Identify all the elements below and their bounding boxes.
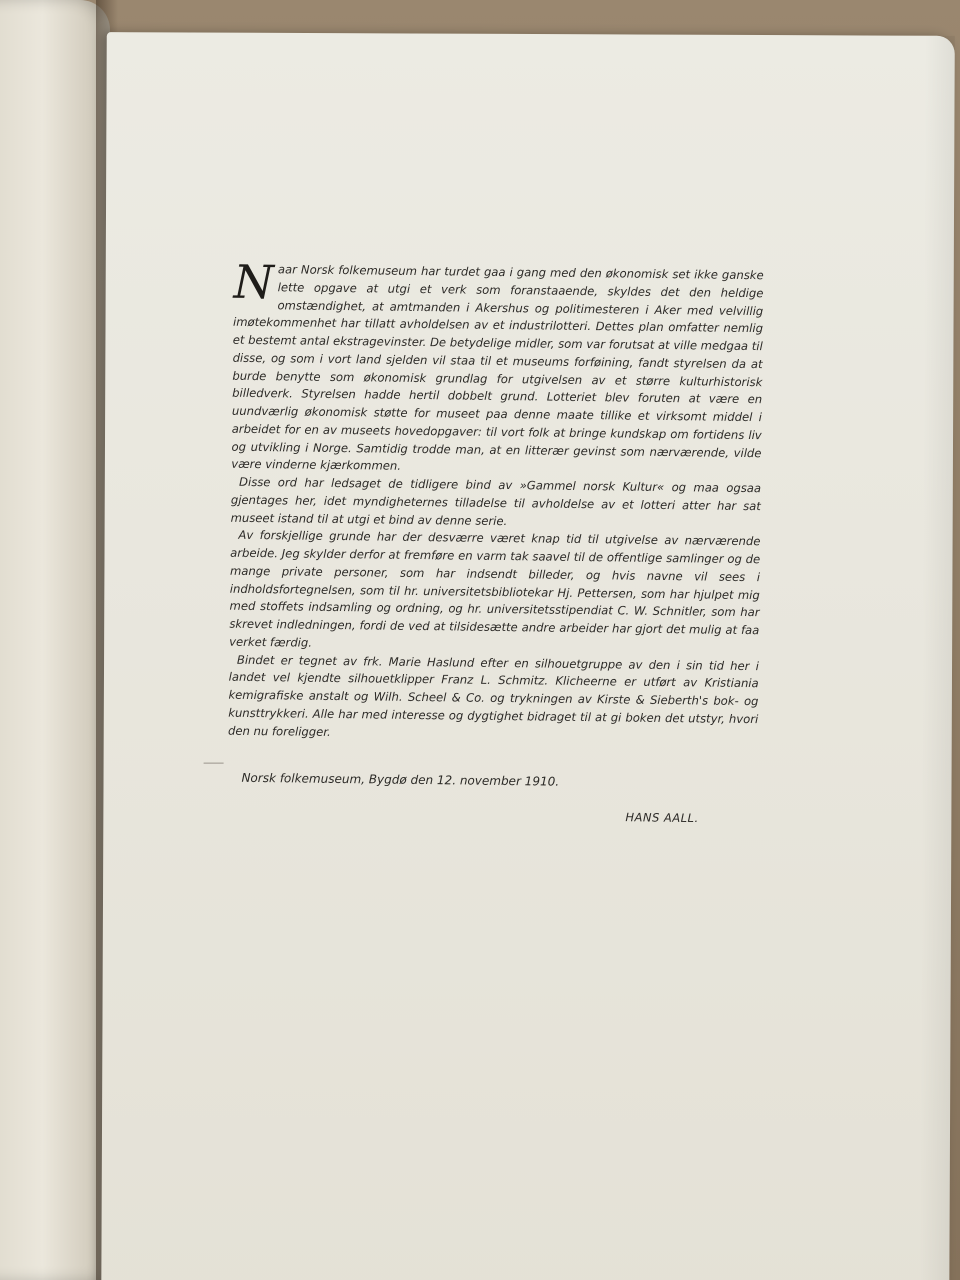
- paragraph-2: Disse ord har ledsaget de tidligere bind av »Gammel norsk Kultur« og maa ogsaa gjentages her, idet myndigheternes tilladelse til avholdelse av et lotteri atter har sat museet istand til at utgi et bind av denne serie.: [230, 474, 762, 528]
- paragraph-1-text: aar Norsk folkemuseum har turdet gaa i gang med den økonomisk set ikke ganske lette opgave at utgi et verk som foranstaaende, skyldes det den heldige omstændighet, at amtmanden i Akershus og politimesteren i Aker med velvillig imøtekommenhet har tillatt avholdelsen av et industrilotteri. Dettes plan omfatter nemlig et bestemt antal ekstragevinster. De betydelige midler, som var forutsat at ville medgaa til disse, og som i vort land sjelden vil staa til et museums forføining, fandt styrelsen da at burde benytte som økonomisk grundlag for utgivelsen av et større kulturhistorisk billedverk. Styrelsen hadde hertil dobbelt grund. Lotteriet blev foruten at være en uundværlig økonomisk støtte for museet paa denne maate tillike et virksomt middel i arbeidet for en av museets hovedopgaver: til vort folk at bringe kundskap om fortidens liv og utvikling i Norge. Samtidig trodde man, at en litterær gevinst som nærværende, vilde være vinderne kjærkommen.: [231, 262, 764, 474]
- paragraph-4: Bindet er tegnet av frk. Marie Haslund efter en silhouetgruppe av den i sin tid her i landet vel kjendte silhouetklipper Franz L. Schmitz. Klicheerne er utført av Kristiania kemigrafiske anstalt og Wilh. Scheel & Co. og trykningen av Kirste & Sieberth's bok- og kunsttrykkeri. Alle har med interesse og dygtighet bidraget til at gi boken det utstyr, hvori den nu foreligger.: [227, 652, 759, 739]
- paragraph-1: [231, 254, 764, 480]
- book-page: [101, 32, 955, 1280]
- dateline: Norsk folkemuseum, Bygdø den 12. november 1910.: [241, 770, 560, 789]
- page-edge-shading: [919, 36, 955, 1280]
- divider-rule: [204, 763, 224, 764]
- signature: HANS AALL.: [625, 810, 699, 826]
- preface-text: [227, 254, 764, 747]
- paragraph-3: Av forskjellige grunde har der desværre været knap tid til utgivelse av nærværende arbeide. Jeg skylder derfor at fremføre en varm tak saavel til de offentlige samlinger og de mange private personer, som har indsendt billeder, og hvis navne vil sees i indholdsfortegnelsen, som til hr. universitetsbibliotekar Hj. Pettersen, som har hjulpet mig med stoffets indsamling og ordning, og hr. universitetsstipendiat C. W. Schnitler, som har skrevet indledningen, fordi de ved at tilsidesætte andre arbeider har gjort det mulig at faa verket færdig.: [229, 528, 761, 650]
- drop-cap: N: [233, 254, 275, 310]
- left-page: [0, 0, 110, 1280]
